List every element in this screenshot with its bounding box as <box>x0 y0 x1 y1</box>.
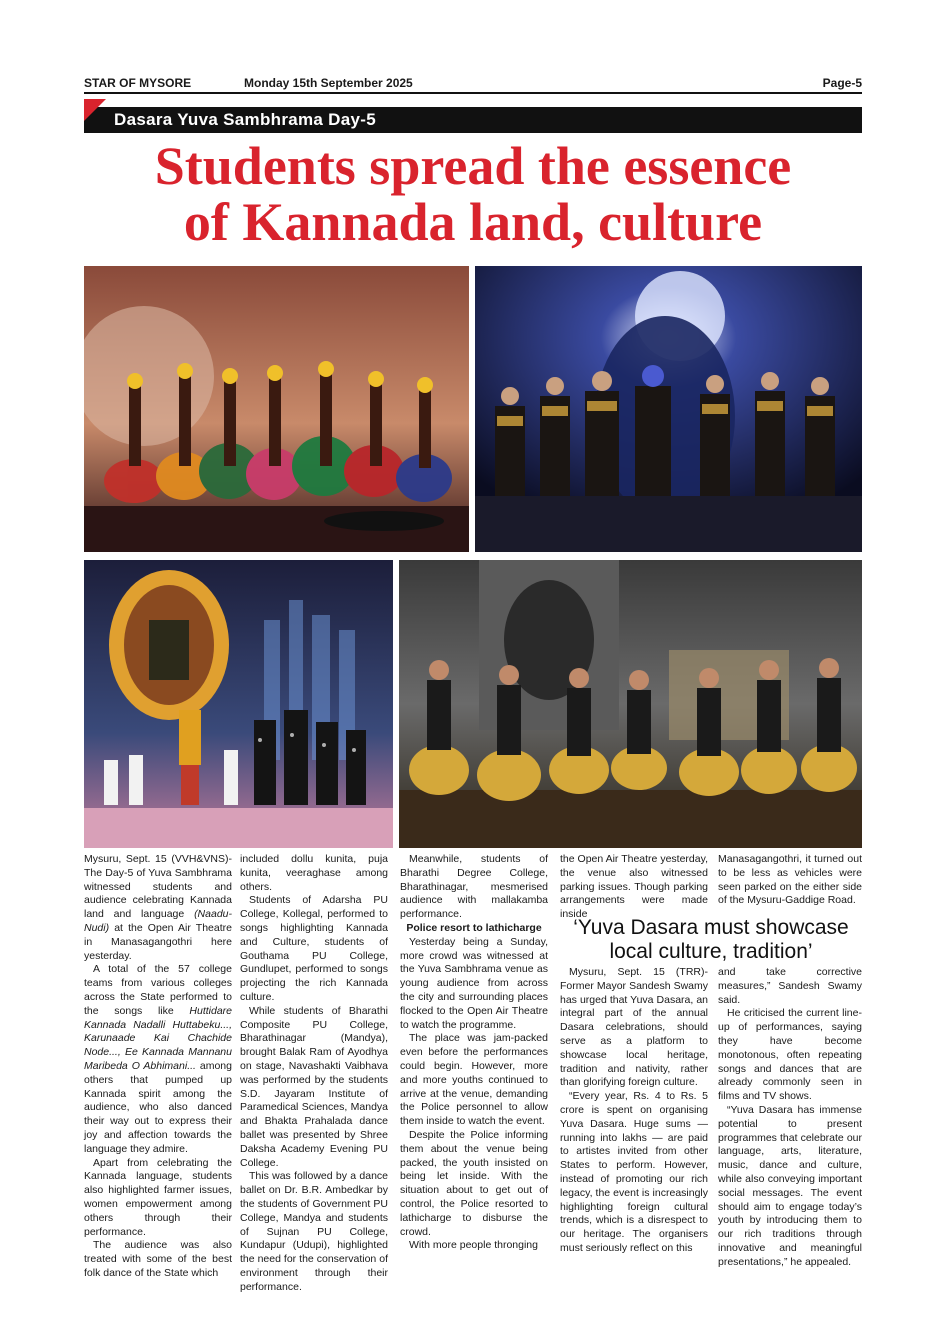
paragraph: While students of Bharathi Composite PU College, Bharathinagar (Mandya), brought Balak Ram of Ayodhya on stage, Navashakti Vaibhava was performed by the students S.D. Jayaram Institute of Paramedical Sciences, Mandya and Bhakta Prahalada dance ballet was presented by Shree Daksha Academy Evening PU College. <box>240 1004 388 1169</box>
story-column-2 <box>240 853 388 1295</box>
story-column-3 <box>400 853 548 1253</box>
text: at the Open Air Theatre in Manasagangothri here yesterday. <box>84 921 232 962</box>
paragraph: With more people thronging <box>409 1239 538 1252</box>
paragraph: included dollu kunita, puja kunita, veeraghase among others. <box>240 853 388 893</box>
headline-line-2: of Kannada land, culture <box>183 192 763 252</box>
paragraph: The audience was also treated with some of the best folk dance of the State which <box>84 1239 232 1279</box>
photo-folk-dancers <box>84 266 469 552</box>
text: Mysuru, Sept. 15 (VVH&VNS)- The Day-5 of Yuva Sambhrama witnessed students and audience celebrating Kannada land and language <box>84 853 232 921</box>
text: among others that pumped up Kannada spirit among the audience, who also danced their way out to express their joy and affection towards the language they admire. <box>84 1059 232 1155</box>
page-number: Page-5 <box>822 76 862 90</box>
second-headline-line-1: ‘Yuva Dasara must showcase <box>573 916 849 939</box>
story-column-5 <box>718 853 862 908</box>
subheading: Police resort to lathicharge <box>406 921 542 934</box>
red-flag-icon <box>84 99 106 121</box>
section-kicker <box>84 107 862 133</box>
headline-line-1: Students spread the essence <box>154 136 792 196</box>
paragraph: This was followed by a dance ballet on Dr. B.R. Ambedkar by the students of Government PU College, Mandya and students of Sujnan PU College, Kundapur (Udupi), highlighted the need for the conservation of environment through their performance. <box>240 1170 388 1293</box>
paragraph: The place was jam-packed even before the performances could begin. However, more and more youths continued to arrive at the venue, demanding the Police personnel to allow them inside to watch the event. <box>400 1032 548 1128</box>
emphasis: (Naadu-Nudi) <box>84 908 232 934</box>
issue-date: Monday 15th September 2025 <box>244 76 413 90</box>
paragraph: Mysuru, Sept. 15 (TRR)- Former Mayor Sandesh Swamy has urged that Yuva Dasara, an integral part of the annual Dasara celebrations, should serve as a platform to showcase local heritage, tradition and nativity, rather than glorifying foreign culture. <box>560 966 708 1089</box>
paragraph: and take corrective measures,” Sandesh Swamy said. <box>718 966 862 1006</box>
paragraph: Manasagangothri, it turned out to be less as vehicles were seen parked on the either side of the Mysuru-Gaddige Road. <box>718 853 862 907</box>
paragraph: Students of Adarsha PU College, Kollegal, performed to songs highlighting Kannada and Culture, students of Gouthama PU College, Gundlupet, performed to songs projecting the rich Kannada culture. <box>240 894 388 1003</box>
masthead <box>84 76 862 94</box>
photo-floral-portrait <box>84 560 393 848</box>
emphasis: Huttidare Kannada Nadalli Huttabeku..., Karunaade Kai Chachide Node..., Ee Kannada Mannanu Maribeda O Abhimani... <box>84 1004 232 1072</box>
story-column-1 <box>84 853 232 1281</box>
second-headline-line-2: local culture, tradition’ <box>609 940 813 963</box>
paragraph: He criticised the current line-up of performances, saying they have become monotonous, often repeating songs and dances that are already commonly seen in films and TV shows. <box>718 1007 862 1103</box>
photo-shiva-stage <box>475 266 862 552</box>
paragraph: Apart from celebrating the Kannada language, students also highlighted farmer issues, women empowerment among others through their performance. <box>84 1156 232 1238</box>
paragraph <box>84 963 232 1156</box>
photo-temple-dancers <box>399 560 862 848</box>
second-headline <box>560 916 862 964</box>
story-column-4 <box>560 853 708 922</box>
second-story-column-1 <box>560 966 708 1256</box>
paragraph: “Every year, Rs. 4 to Rs. 5 crore is spent on organising Yuva Dasara. Huge sums — running into lakhs — are paid to artistes invited from other States to perform. However, instead of promoting our rich legacy, the event is increasingly highlighting foreign cultural trends, which is a disrespect to our heritage. The organisers must seriously reflect on this <box>560 1090 708 1254</box>
paragraph: Despite the Police informing them about the venue being packed, the youth insisted on being let inside. With the situation about to get out of control, the Police resorted to lathicharge to disburse the crowd. <box>400 1128 548 1238</box>
paragraph: Yesterday being a Sunday, more crowd was witnessed at the Yuva Sambhrama venue as young audience from across the city and surrounding places flocked to the Open Air Theatre to watch the programme. <box>400 935 548 1031</box>
paragraph: the Open Air Theatre yesterday, the venue also witnessed parking issues. Though parking arrangements were made inside <box>560 853 708 921</box>
text: A total of the 57 college teams from various colleges across the State performed to the songs like <box>84 963 232 1017</box>
publication-name: STAR OF MYSORE <box>84 76 192 90</box>
second-story-column-2 <box>718 966 862 1270</box>
main-headline <box>60 138 886 250</box>
paragraph: Meanwhile, students of Bharathi Degree College, Bharathinagar, mesmerised audience with mallakamba performance. <box>400 853 548 921</box>
paragraph: “Yuva Dasara has immense potential to present programmes that celebrate our language, arts, literature, music, dance and culture, while also conveying important social messages. The event should aim to engage today’s youth by introducing them to our rich traditions through innovative and meaningful presentations,” he appealed. <box>718 1103 862 1268</box>
kicker-text: Dasara Yuva Sambhrama Day-5 <box>114 110 376 129</box>
paragraph <box>84 853 232 963</box>
